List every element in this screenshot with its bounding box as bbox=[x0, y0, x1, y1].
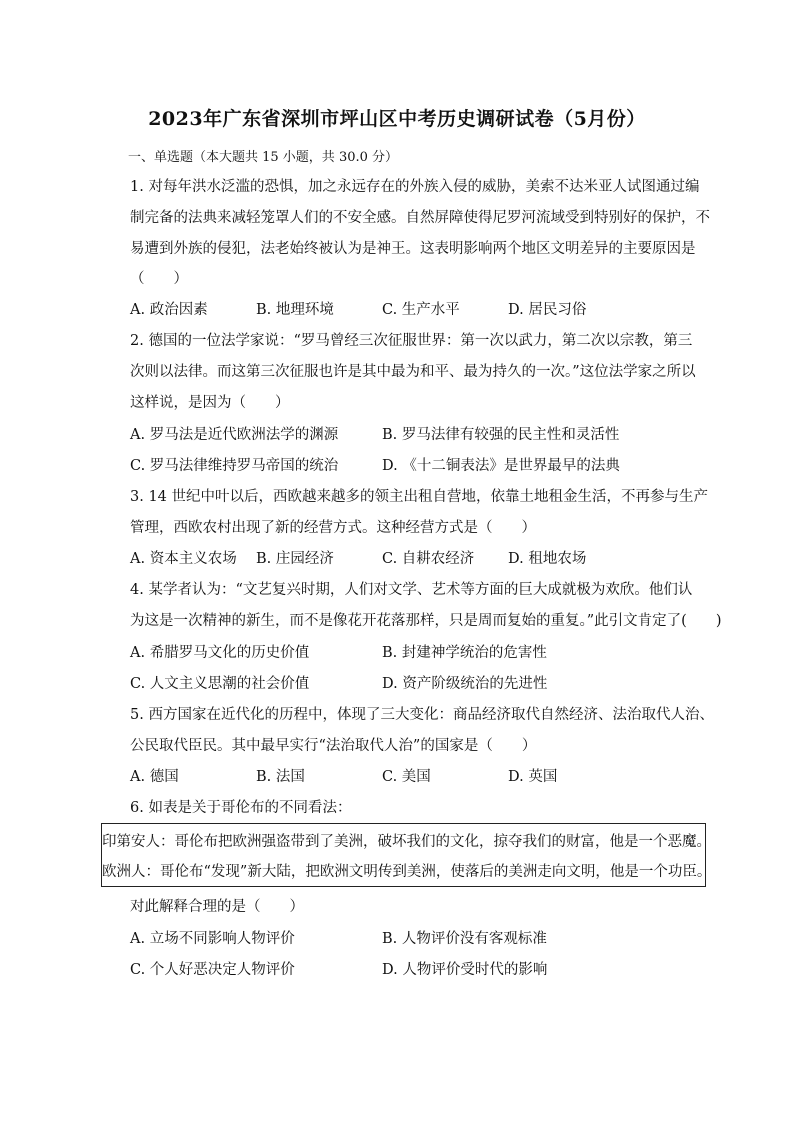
q4-option-d: D. 资产阶级统治的先进性 bbox=[382, 676, 548, 692]
q6-table-row-2: 欧洲人：哥伦布“发现”新大陆，把欧洲文明传到美洲，使落后的美洲走向文明，他是一个功臣。 bbox=[102, 864, 712, 880]
q6-prompt: 对此解释合理的是（ ） bbox=[130, 899, 304, 915]
q5-option-a: A. 德国 bbox=[130, 769, 179, 785]
q2-line-3: 这样说，是因为（ ） bbox=[130, 395, 290, 411]
q2-line-2: 次则以法律。而这第三次征服也许是其中最为和平、最为持久的一次。”这位法学家之所以 bbox=[130, 364, 696, 380]
q6-option-d: D. 人物评价受时代的影响 bbox=[382, 962, 548, 978]
q4-line-1: 4. 某学者认为：“文艺复兴时期，人们对文学、艺术等方面的巨大成就极为欢欣。他们认 bbox=[130, 582, 693, 598]
q3-option-a: A. 资本主义农场 bbox=[130, 551, 237, 567]
q5-option-c: C. 美国 bbox=[382, 769, 431, 785]
q6-option-a: A. 立场不同影响人物评价 bbox=[130, 931, 295, 947]
q4-option-b: B. 封建神学统治的危害性 bbox=[382, 645, 547, 661]
section-heading: 一、单选题（本大题共 15 小题，共 30.0 分） bbox=[128, 150, 399, 165]
q3-option-d: D. 租地农场 bbox=[508, 551, 587, 567]
q1-option-b: B. 地理环境 bbox=[256, 302, 334, 318]
q1-line-2: 制完备的法典来减轻笼罩人们的不安全感。自然屏障使得尼罗河流域受到特别好的保护，不 bbox=[130, 210, 710, 226]
q3-line-2: 管理，西欧农村出现了新的经营方式。这种经营方式是（ ） bbox=[130, 520, 536, 536]
q2-option-c: C. 罗马法律维持罗马帝国的统治 bbox=[130, 458, 339, 474]
q1-option-a: A. 政治因素 bbox=[130, 302, 208, 318]
q6-table bbox=[101, 823, 712, 887]
q2-option-b: B. 罗马法律有较强的民主性和灵活性 bbox=[382, 427, 620, 443]
q1-option-d: D. 居民习俗 bbox=[508, 302, 587, 318]
q6-table-row-1: 印第安人：哥伦布把欧洲强盗带到了美洲，破坏我们的文化，掠夺我们的财富，他是一个恶魔。 bbox=[102, 834, 711, 850]
q6-option-c: C. 个人好恶决定人物评价 bbox=[130, 962, 295, 978]
q3-option-b: B. 庄园经济 bbox=[256, 551, 334, 567]
q1-line-1: 1. 对每年洪水泛滥的恐惧，加之永远存在的外族入侵的威胁，美索不达米亚人试图通过编 bbox=[130, 179, 700, 195]
q1-line-4: （ ） bbox=[130, 271, 188, 287]
q3-line-1: 3. 14 世纪中叶以后，西欧越来越多的领主出租自营地，依靠土地租金生活，不再参与生产 bbox=[130, 489, 708, 505]
q2-option-d: D. 《十二铜表法》是世界最早的法典 bbox=[382, 458, 620, 474]
q5-option-d: D. 英国 bbox=[508, 769, 558, 785]
q5-line-1: 5. 西方国家在近代化的历程中，体现了三大变化：商品经济取代自然经济、法治取代人治、 bbox=[130, 707, 714, 723]
q4-option-c: C. 人文主义思潮的社会价值 bbox=[130, 676, 310, 692]
q5-option-b: B. 法国 bbox=[256, 769, 305, 785]
q4-option-a: A. 希腊罗马文化的历史价值 bbox=[130, 645, 310, 661]
q2-line-1: 2. 德国的一位法学家说：“罗马曾经三次征服世界：第一次以武力，第二次以宗教，第三 bbox=[130, 333, 693, 349]
q6-line-1: 6. 如表是关于哥伦布的不同看法： bbox=[130, 800, 352, 816]
q4-line-2: 为这是一次精神的新生，而不是像花开花落那样，只是周而复始的重复。”此引文肯定了( ) bbox=[130, 613, 722, 629]
q5-line-2: 公民取代臣民。其中最早实行“法治取代人治”的国家是（ ） bbox=[130, 738, 537, 754]
exam-title: 2023年广东省深圳市坪山区中考历史调研试卷（5月份） bbox=[148, 108, 646, 130]
q3-option-c: C. 自耕农经济 bbox=[382, 551, 475, 567]
q2-option-a: A. 罗马法是近代欧洲法学的渊源 bbox=[130, 427, 339, 443]
q1-option-c: C. 生产水平 bbox=[382, 302, 460, 318]
q6-option-b: B. 人物评价没有客观标准 bbox=[382, 931, 547, 947]
q1-line-3: 易遭到外族的侵犯，法老始终被认为是神王。这表明影响两个地区文明差异的主要原因是 bbox=[130, 241, 696, 257]
